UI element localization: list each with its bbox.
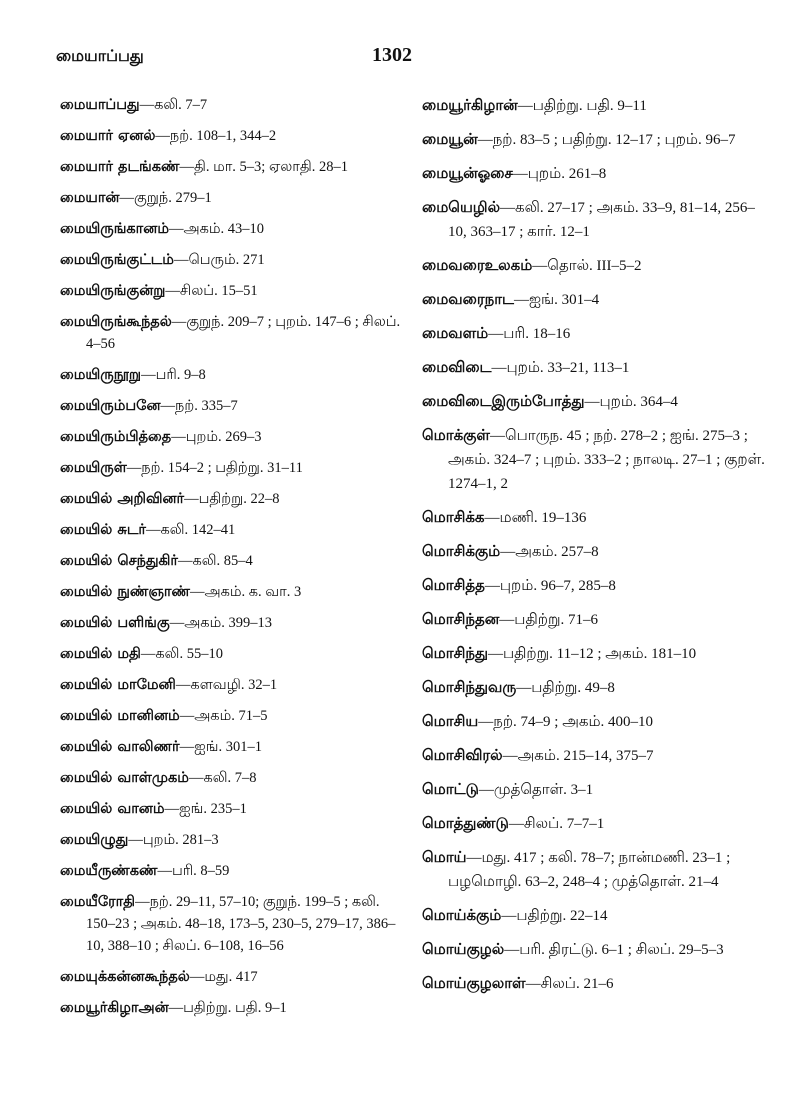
index-entry: [422, 356, 767, 380]
entry-references: —புறம். 281–3: [128, 832, 219, 848]
entry-references: —பொருந. 45 ; நற். 278–2 ; ஐங். 275–3 ; அகம். 324–7 ; புறம். 333–2 ; நாலடி. 27–1 ; குறள். 1274–1, 2: [448, 428, 765, 492]
entry-headword: மொத்துண்டு: [422, 814, 509, 832]
entry-references: —கலி. 85–4: [178, 553, 253, 569]
entry-headword: மொசிந்தன: [422, 610, 500, 628]
index-entry: [422, 128, 767, 152]
entry-references: —நற். 335–7: [160, 398, 238, 414]
index-entry: [60, 612, 405, 634]
index-entry: [60, 860, 405, 882]
left-column: [60, 94, 405, 1028]
entry-headword: மையூர்கிழான்: [422, 96, 518, 114]
index-entry: [60, 519, 405, 541]
entry-references: —தொல். III–5–2: [532, 258, 642, 274]
entry-headword: மையூன்ஓசை: [422, 164, 513, 182]
entry-headword: மையீரோதி: [60, 893, 136, 910]
entry-references: —பரி. திரட்டு. 6–1 ; சிலப். 29–5–3: [504, 942, 724, 958]
entry-headword: மொக்குள்: [422, 426, 490, 444]
entry-headword: மையிருங்குட்டம்: [60, 251, 174, 268]
index-entry: [422, 424, 767, 496]
index-entry: [422, 322, 767, 346]
entry-references: —பரி. 9–8: [141, 367, 206, 383]
entry-references: —நற். 74–9 ; அகம். 400–10: [478, 714, 654, 730]
index-entry: [422, 710, 767, 734]
entry-references: —நற். 154–2 ; பதிற்று. 31–11: [126, 460, 303, 476]
index-entry: [60, 364, 405, 386]
entry-references: —புறம். 96–7, 285–8: [484, 578, 616, 594]
entry-references: —பதிற்று. 71–6: [499, 612, 598, 628]
entry-references: —பதிற்று. 22–14: [501, 908, 608, 924]
entry-references: —களவழி. 32–1: [175, 677, 278, 693]
entry-references: —மணி. 19–136: [484, 510, 587, 526]
entry-headword: மையில் வாலிணர்: [60, 738, 180, 755]
index-entry: [422, 972, 767, 996]
index-entry: [60, 891, 405, 957]
entry-references: —மது. 417: [189, 969, 258, 985]
entry-references: —பதிற்று. 49–8: [516, 680, 615, 696]
index-entry: [60, 395, 405, 417]
entry-headword: மொய்: [422, 848, 467, 866]
entry-references: —அகம். 71–5: [179, 708, 268, 724]
entry-headword: மையிருங்குன்று: [60, 282, 166, 299]
entry-references: —மது. 417 ; கலி. 78–7; நான்மணி. 23–1 ; பழமொழி. 63–2, 248–4 ; முத்தொள். 21–4: [448, 850, 731, 890]
entry-headword: மையார் தடங்கண்: [60, 158, 180, 175]
index-entry: [60, 94, 405, 116]
index-entry: [422, 390, 767, 414]
entry-headword: மையில் மதி: [60, 645, 141, 662]
entry-headword: மைவிடை: [422, 358, 492, 376]
entry-references: —பெரும். 271: [173, 252, 265, 268]
entry-headword: மைவரைஉலகம்: [422, 256, 533, 274]
entry-references: —நற். 29–11, 57–10; குறுந். 199–5 ; கலி. 150–23 ; அகம். 48–18, 173–5, 230–5, 279–17, 386–10, 388–10 ; சிலப். 6–108, 16–56: [86, 894, 396, 954]
entry-references: —அகம். க. வா. 3: [189, 584, 302, 600]
entry-headword: மையிருங்கானம்: [60, 220, 169, 237]
index-entry: [422, 778, 767, 802]
index-entry: [60, 966, 405, 988]
entry-headword: மொசிக்கும்: [422, 542, 501, 560]
index-entry: [60, 311, 405, 355]
entry-headword: மையிரும்பித்தை: [60, 428, 172, 445]
entry-references: —பதிற்று. பதி. 9–1: [168, 1000, 287, 1016]
entry-headword: மையில் செந்துகிர்: [60, 552, 179, 569]
entry-references: —அகம். 215–14, 375–7: [502, 748, 654, 764]
index-entry: [422, 642, 767, 666]
entry-headword: மையிருநூறு: [60, 366, 142, 383]
entry-headword: மையூன்: [422, 130, 478, 148]
entry-references: —புறம். 364–4: [584, 394, 678, 410]
index-entry: [60, 581, 405, 603]
index-entry: [60, 156, 405, 178]
entry-headword: மொட்டு: [422, 780, 479, 798]
index-entry: [422, 196, 767, 244]
entry-headword: மையில் அறிவினர்: [60, 490, 185, 507]
index-entry: [422, 608, 767, 632]
entry-headword: மொசித்த: [422, 576, 485, 594]
entry-references: —பதிற்று. 22–8: [184, 491, 280, 507]
entry-references: —பதிற்று. பதி. 9–11: [517, 98, 647, 114]
entry-references: —அகம். 257–8: [500, 544, 599, 560]
entry-headword: மையூர்கிழாஅன்: [60, 999, 169, 1016]
index-entry: [422, 676, 767, 700]
entry-headword: மைவிடைஇரும்போத்து: [422, 392, 585, 410]
entry-references: —பரி. 18–16: [488, 326, 571, 342]
entry-references: —ஐங். 235–1: [164, 801, 247, 817]
entry-headword: மையிருள்: [60, 459, 127, 476]
entry-headword: மையிழுது: [60, 831, 129, 848]
index-entry: [60, 488, 405, 510]
entry-references: —அகம். 399–13: [169, 615, 272, 631]
index-entry: [422, 540, 767, 564]
entry-headword: மொசிய: [422, 712, 479, 730]
index-entry: [60, 125, 405, 147]
entry-references: —புறம். 261–8: [512, 166, 607, 182]
entry-headword: மையார் ஏனல்: [60, 127, 156, 144]
index-entry: [60, 643, 405, 665]
index-entry: [60, 674, 405, 696]
entry-headword: மையான்: [60, 189, 120, 206]
entry-headword: மையில் வானம்: [60, 800, 165, 817]
entry-headword: மையில் வாள்முகம்: [60, 769, 189, 786]
entry-references: —பதிற்று. 11–12 ; அகம். 181–10: [487, 646, 697, 662]
index-entry: [60, 187, 405, 209]
entry-headword: மையிரும்பனே: [60, 397, 161, 414]
index-entry: [60, 249, 405, 271]
entry-headword: மொய்க்கும்: [422, 906, 502, 924]
entry-references: —கலி. 142–41: [145, 522, 236, 538]
entry-references: —தி. மா. 5–3; ஏலாதி. 28–1: [179, 159, 348, 175]
index-entry: [60, 426, 405, 448]
page-number: 1302: [372, 44, 412, 66]
index-entry: [422, 506, 767, 530]
index-entry: [422, 254, 767, 278]
index-entry: [60, 705, 405, 727]
index-entry: [422, 574, 767, 598]
entry-headword: மையிருங்கூந்தல்: [60, 313, 172, 330]
entry-references: —புறம். 33–21, 113–1: [491, 360, 630, 376]
index-entry: [60, 218, 405, 240]
entry-references: —சிலப். 21–6: [525, 976, 614, 992]
entry-headword: மொசிந்து: [422, 644, 488, 662]
entry-references: —கலி. 27–17 ; அகம். 33–9, 81–14, 256–10, 363–17 ; கார். 12–1: [448, 200, 755, 240]
right-column: [422, 94, 767, 1006]
index-entry: [60, 736, 405, 758]
index-entry: [60, 457, 405, 479]
index-entry: [60, 767, 405, 789]
entry-headword: மைவளம்: [422, 324, 489, 342]
entry-references: —குறுந். 209–7 ; புறம். 147–6 ; சிலப். 4–56: [86, 314, 401, 352]
entry-references: —நற். 108–1, 344–2: [155, 128, 277, 144]
entry-headword: மொசிவிரல்: [422, 746, 503, 764]
entry-references: —ஐங். 301–4: [513, 292, 600, 308]
entry-headword: மொய்குழல்: [422, 940, 505, 958]
entry-headword: மையில் மாமேனி: [60, 676, 176, 693]
entry-headword: மையுக்கன்னகூந்தல்: [60, 968, 190, 985]
entry-headword: மையில் மானினம்: [60, 707, 180, 724]
index-entry: [60, 997, 405, 1019]
index-entry: [422, 162, 767, 186]
index-entry: [422, 94, 767, 118]
index-entry: [60, 798, 405, 820]
entry-references: —சிலப். 15–51: [165, 283, 258, 299]
entry-references: —அகம். 43–10: [169, 221, 265, 237]
entry-headword: மொசிந்துவரு: [422, 678, 517, 696]
entry-headword: மையீருண்கண்: [60, 862, 158, 879]
entry-headword: மொசிக்க: [422, 508, 485, 526]
entry-headword: மொய்குழலாள்: [422, 974, 526, 992]
entry-references: —சிலப். 7–7–1: [508, 816, 605, 832]
entry-headword: மையில் நுண்ஞாண்: [60, 583, 190, 600]
entry-headword: மையெழில்: [422, 198, 501, 216]
entry-references: —ஐங். 301–1: [179, 739, 262, 755]
index-entry: [60, 280, 405, 302]
index-entry: [422, 846, 767, 894]
entry-references: —குறுந். 279–1: [119, 190, 212, 206]
index-entry: [422, 812, 767, 836]
index-entry: [422, 288, 767, 312]
entry-references: —முத்தொள். 3–1: [478, 782, 594, 798]
index-entry: [422, 904, 767, 928]
entry-references: —கலி. 7–8: [188, 770, 257, 786]
entry-references: —புறம். 269–3: [171, 429, 262, 445]
entry-references: —நற். 83–5 ; பதிற்று. 12–17 ; புறம். 96–7: [477, 132, 736, 148]
index-entry: [422, 938, 767, 962]
entry-references: —பரி. 8–59: [157, 863, 230, 879]
entry-headword: மையில் சுடர்: [60, 521, 146, 538]
index-entry: [60, 829, 405, 851]
index-entry: [422, 744, 767, 768]
index-entry: [60, 550, 405, 572]
running-head: மையாப்பது: [56, 46, 144, 65]
entry-headword: மையாப்பது: [60, 96, 140, 113]
entry-headword: மைவரைநாட: [422, 290, 514, 308]
entry-headword: மையில் பளிங்கு: [60, 614, 170, 631]
entry-references: —கலி. 55–10: [140, 646, 223, 662]
entry-references: —கலி. 7–7: [139, 97, 208, 113]
